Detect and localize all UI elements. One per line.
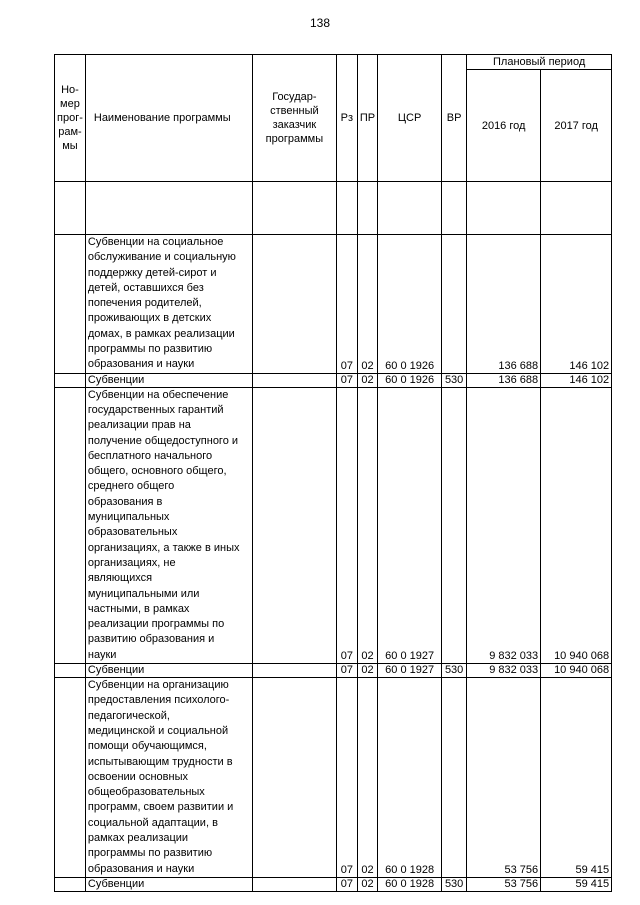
header-rz: Рз <box>336 55 357 182</box>
table-row <box>55 387 612 663</box>
row-amount-2017: 59 415 <box>541 678 612 878</box>
table-row <box>55 678 612 878</box>
header-row-top <box>55 55 612 70</box>
spacer-row <box>55 182 612 235</box>
page-number: 138 <box>309 16 331 30</box>
row-vr: 530 <box>442 877 467 891</box>
row-amount-2016: 136 688 <box>467 373 541 387</box>
header-year-2017: 2017 год <box>541 70 612 182</box>
row-csr: 60 0 1926 <box>378 373 442 387</box>
row-pr: 02 <box>357 373 377 387</box>
row-vr: 530 <box>442 664 467 678</box>
row-pr: 02 <box>357 387 377 663</box>
row-pr: 02 <box>357 877 377 891</box>
header-pr: ПР <box>357 55 377 182</box>
row-csr: 60 0 1928 <box>378 678 442 878</box>
row-pr: 02 <box>357 235 377 374</box>
row-rz: 07 <box>336 678 357 878</box>
header-program-name: Наименование программы <box>85 55 252 182</box>
row-description: Субвенции на организацию предоставления психолого- педагогической, медицинской и социальной помощи обучающимся, испытывающим трудности в освоении основных общеобразовательных программ, своем развитии и социальной адаптации, в рамках реализации программы по развитию образования и науки <box>85 678 252 878</box>
header-planned-period: Плановый период <box>467 55 612 70</box>
row-description: Субвенции на обеспечение государственных гарантий реализации прав на получение общедоступного и бесплатного начального общего, основного общего, среднего общего образования в муниципальных образовательных организациях, а также в иных организациях, не являющихся муниципальными или частными, в рамках реализации программы по развитию образования и науки <box>85 387 252 663</box>
header-vr: ВР <box>442 55 467 182</box>
row-amount-2016: 9 832 033 <box>467 664 541 678</box>
row-amount-2017: 146 102 <box>541 235 612 374</box>
row-rz: 07 <box>336 235 357 374</box>
row-amount-2016: 136 688 <box>467 235 541 374</box>
row-amount-2017: 10 940 068 <box>541 664 612 678</box>
header-state-customer: Государ- ственный заказчик программы <box>252 55 336 182</box>
row-rz: 07 <box>336 877 357 891</box>
row-description: Субвенции <box>85 877 252 891</box>
row-vr <box>442 387 467 663</box>
row-amount-2016: 53 756 <box>467 678 541 878</box>
row-amount-2017: 146 102 <box>541 373 612 387</box>
row-pr: 02 <box>357 664 377 678</box>
budget-table <box>54 54 612 892</box>
header-csr: ЦСР <box>378 55 442 182</box>
table-row <box>55 877 612 891</box>
table-row <box>55 235 612 374</box>
row-rz: 07 <box>336 387 357 663</box>
row-rz: 07 <box>336 373 357 387</box>
row-vr: 530 <box>442 373 467 387</box>
row-csr: 60 0 1927 <box>378 664 442 678</box>
row-csr: 60 0 1928 <box>378 877 442 891</box>
row-pr: 02 <box>357 678 377 878</box>
row-csr: 60 0 1926 <box>378 235 442 374</box>
table-row <box>55 664 612 678</box>
row-amount-2016: 53 756 <box>467 877 541 891</box>
row-amount-2017: 59 415 <box>541 877 612 891</box>
row-amount-2016: 9 832 033 <box>467 387 541 663</box>
row-description: Субвенции <box>85 373 252 387</box>
header-number: Но- мер прог- рам- мы <box>55 55 86 182</box>
row-description: Субвенции <box>85 664 252 678</box>
row-vr <box>442 678 467 878</box>
row-amount-2017: 10 940 068 <box>541 387 612 663</box>
row-rz: 07 <box>336 664 357 678</box>
table-row <box>55 373 612 387</box>
row-description: Субвенции на социальное обслуживание и социальную поддержку детей-сирот и детей, оставшихся без попечения родителей, проживающих в детских домах, в рамках реализации программы по развитию образования и науки <box>85 235 252 374</box>
row-vr <box>442 235 467 374</box>
row-csr: 60 0 1927 <box>378 387 442 663</box>
header-year-2016: 2016 год <box>467 70 541 182</box>
